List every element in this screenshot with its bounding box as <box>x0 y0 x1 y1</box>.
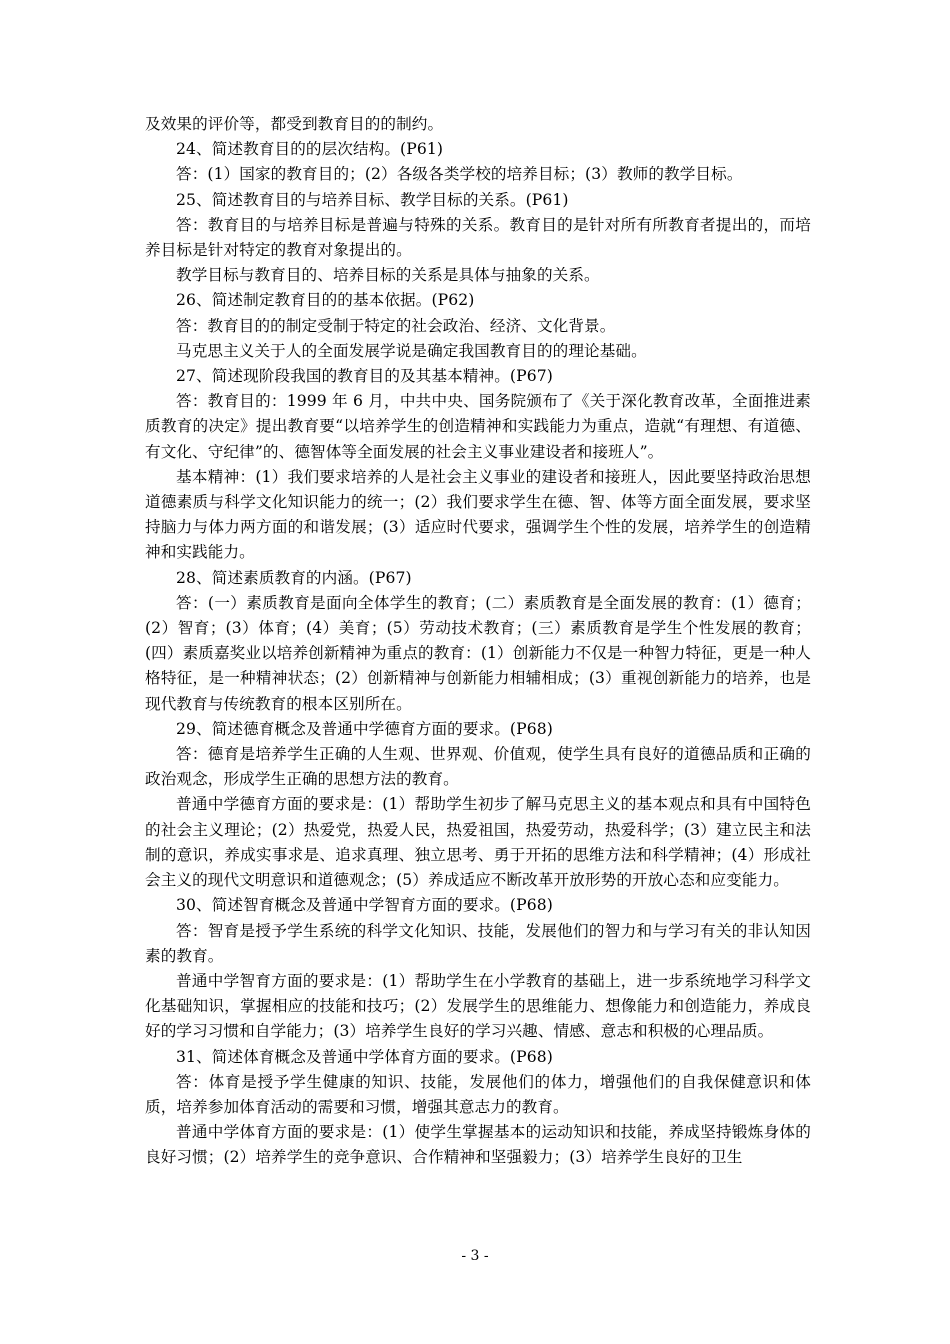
paragraph: 普通中学体育方面的要求是：(1）使学生掌握基本的运动知识和技能，养成坚持锻炼身体的良好习惯；(2）培养学生的竞争意识、合作精神和坚强毅力；(3）培养学生良好的卫生 <box>145 1123 811 1167</box>
paragraph: 27、简述现阶段我国的教育目的及其基本精神。(P67) <box>176 367 553 386</box>
paragraph: 答：教育目的与培养目标是普遍与特殊的关系。教育目的是针对所有所教育者提出的，而培养目标是针对特定的教育对象提出的。 <box>145 215 811 260</box>
paragraph: 答：教育目的：1999 年 6 月，中共中央、国务院颁布了《关于深化教育改革，全面推进素质教育的决定》提出教育要“以培养学生的创造精神和实践能力为重点，造就“有理想、有道德、有文化、守纪律”的、德智体等全面发展的社会主义事业建设者和接班人”。 <box>145 392 811 461</box>
paragraph: 24、简述教育目的的层次结构。(P61) <box>176 140 444 159</box>
paragraph: 马克思主义关于人的全面发展学说是确定我国教育目的的理论基础。 <box>176 341 647 360</box>
paragraph: 普通中学智育方面的要求是：(1）帮助学生在小学教育的基础上，进一步系统地学习科学文化基础知识，掌握相应的技能和技巧；(2）发展学生的思维能力、想像能力和创造能力，养成良好的学习习惯和自学能力；(3）培养学生良好的学习兴趣、情感、意志和积极的心理品质。 <box>145 971 811 1041</box>
paragraph: 30、简述智育概念及普通中学智育方面的要求。(P68) <box>176 896 553 915</box>
paragraph: 26、简述制定教育目的的基本依据。(P62) <box>176 291 475 310</box>
paragraph: 25、简述教育目的与培养目标、教学目标的关系。(P61) <box>176 190 569 209</box>
paragraph: 及效果的评价等，都受到教育目的的制约。 <box>145 115 444 133</box>
document-body <box>145 112 811 1171</box>
paragraph: 答：(一）素质教育是面向全体学生的教育；(二）素质教育是全面发展的教育：(1）德育；(2）智育；(3）体育；(4）美育；(5）劳动技术教育；(三）素质教育是学生个性发展的教育；(四）素质嘉奖业以培养创新精神为重点的教育：(1）创新能力不仅是一种智力特征，更是一种人格特征，是一种精神状态；(2）创新精神与创新能力相辅相成；(3）重视创新能力的培养，也是现代教育与传统教育的根本区别所在。 <box>145 593 811 713</box>
paragraph: 答：德育是培养学生正确的人生观、世界观、价值观，使学生具有良好的道德品质和正确的政治观念，形成学生正确的思想方法的教育。 <box>145 745 811 789</box>
page-number: - 3 - <box>461 1248 489 1264</box>
paragraph: 答：(1）国家的教育目的；(2）各级各类学校的培养目标；(3）教师的教学目标。 <box>176 165 743 184</box>
paragraph: 基本精神：(1）我们要求培养的人是社会主义事业的建设者和接班人，因此要坚持政治思想道德素质与科学文化知识能力的统一；(2）我们要求学生在德、智、体等方面全面发展，要求坚持脑力与体力两方面的和谐发展；(3）适应时代要求，强调学生个性的发展，培养学生的创造精神和实践能力。 <box>145 467 811 562</box>
paragraph: 31、简述体育概念及普通中学体育方面的要求。(P68) <box>176 1047 553 1066</box>
paragraph: 教学目标与教育目的、培养目标的关系是具体与抽象的关系。 <box>176 266 600 285</box>
paragraph: 答：智育是授予学生系统的科学文化知识、技能，发展他们的智力和与学习有关的非认知因素的教育。 <box>145 921 811 965</box>
paragraph: 普通中学德育方面的要求是：(1）帮助学生初步了解马克思主义的基本观点和具有中国特色的社会主义理论；(2）热爱党，热爱人民，热爱祖国，热爱劳动，热爱科学；(3）建立民主和法制的意识，养成实事求是、追求真理、独立思考、勇于开拓的思维方法和科学精神；(4）形成社会主义的现代文明意识和道德观念；(5）养成适应不断改革开放形势的开放心态和应变能力。 <box>145 795 811 890</box>
paragraph: 答：体育是授予学生健康的知识、技能，发展他们的体力，增强他们的自我保健意识和体质，培养参加体育活动的需要和习惯，增强其意志力的教育。 <box>145 1072 811 1116</box>
paragraph: 28、简述素质教育的内涵。(P67) <box>176 568 412 587</box>
paragraph: 29、简述德育概念及普通中学德育方面的要求。(P68) <box>176 719 553 738</box>
paragraph: 答：教育目的的制定受制于特定的社会政治、经济、文化背景。 <box>176 316 616 335</box>
